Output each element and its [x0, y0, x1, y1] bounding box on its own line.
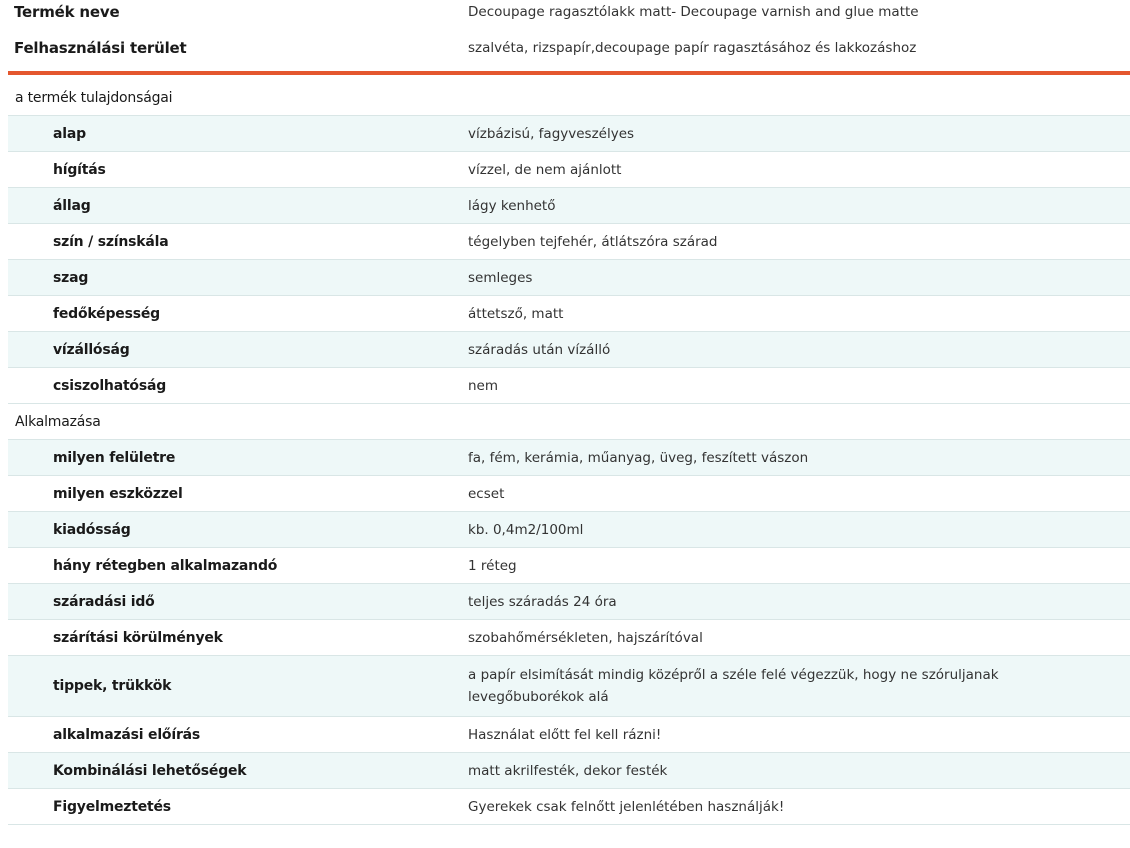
- table-row: [8, 260, 1130, 296]
- row-label: alap: [53, 125, 86, 142]
- row-value: tégelyben tejfehér, átlátszóra szárad: [468, 233, 718, 250]
- row-value: vízzel, de nem ajánlott: [468, 161, 622, 178]
- row-label: tippek, trükkök: [53, 678, 172, 694]
- row-label: csiszolhatóság: [53, 377, 167, 394]
- section-header-properties: [8, 80, 1130, 116]
- row-label: száradási idő: [53, 593, 155, 610]
- row-value: kb. 0,4m2/100ml: [468, 521, 584, 538]
- table-row: [8, 188, 1130, 224]
- table-row: [8, 584, 1130, 620]
- section-header-application: [8, 404, 1130, 440]
- row-label: hígítás: [53, 161, 106, 178]
- row-label: szín / színskála: [53, 233, 169, 250]
- row-label: fedőképesség: [53, 305, 160, 322]
- row-value: Használat előtt fel kell rázni!: [468, 726, 662, 743]
- product-name-label: Termék neve: [14, 3, 120, 21]
- row-label: kiadósság: [53, 521, 131, 538]
- row-label: Kombinálási lehetőségek: [53, 762, 247, 779]
- properties-table: [8, 80, 1130, 825]
- row-value: száradás után vízálló: [468, 341, 611, 358]
- usage-label: Felhasználási terület: [14, 39, 187, 57]
- product-name-row: [0, 0, 1130, 24]
- row-value: vízbázisú, fagyveszélyes: [468, 125, 635, 142]
- row-label: szag: [53, 269, 89, 286]
- table-row: [8, 656, 1130, 717]
- row-value: fa, fém, kerámia, műanyag, üveg, feszített vászon: [468, 449, 809, 466]
- table-row: [8, 440, 1130, 476]
- row-value: a papír elsimítását mindig középről a széle felé végezzük, hogy ne szóruljanak levegőbuborékok alá: [468, 667, 999, 705]
- row-label: milyen felületre: [53, 449, 176, 466]
- usage-value: szalvéta, rizspapír,decoupage papír ragasztásához és lakkozáshoz: [468, 40, 917, 56]
- row-label: alkalmazási előírás: [53, 726, 201, 743]
- row-value: matt akrilfesték, dekor festék: [468, 762, 668, 779]
- table-row: [8, 296, 1130, 332]
- table-row: [8, 548, 1130, 584]
- table-row: [8, 620, 1130, 656]
- row-value: szobahőmérsékleten, hajszárítóval: [468, 629, 703, 646]
- row-value: 1 réteg: [468, 557, 517, 574]
- row-label: milyen eszközzel: [53, 485, 183, 502]
- table-row: [8, 116, 1130, 152]
- table-row: [8, 224, 1130, 260]
- row-label: Figyelmeztetés: [53, 798, 171, 815]
- row-value: semleges: [468, 269, 533, 286]
- row-label: szárítási körülmények: [53, 629, 223, 646]
- table-row: [8, 332, 1130, 368]
- table-row: [8, 753, 1130, 789]
- table-row: [8, 789, 1130, 825]
- row-label: vízállóság: [53, 341, 130, 358]
- row-value: áttetsző, matt: [468, 305, 564, 322]
- table-row: [8, 717, 1130, 753]
- usage-row: [0, 24, 1130, 72]
- row-value: ecset: [468, 485, 505, 502]
- row-value: Gyerekek csak felnőtt jelenlétében használják!: [468, 798, 785, 815]
- section-title: Alkalmazása: [15, 413, 101, 430]
- table-row: [8, 152, 1130, 188]
- table-row: [8, 476, 1130, 512]
- table-row: [8, 512, 1130, 548]
- row-label: állag: [53, 197, 91, 214]
- row-label: hány rétegben alkalmazandó: [53, 557, 278, 574]
- section-title: a termék tulajdonságai: [15, 89, 173, 106]
- header-divider: [8, 71, 1130, 75]
- row-value: nem: [468, 377, 499, 394]
- row-value: teljes száradás 24 óra: [468, 593, 617, 610]
- table-row: [8, 368, 1130, 404]
- row-value: lágy kenhető: [468, 197, 556, 214]
- product-name-value: Decoupage ragasztólakk matt- Decoupage varnish and glue matte: [468, 4, 919, 20]
